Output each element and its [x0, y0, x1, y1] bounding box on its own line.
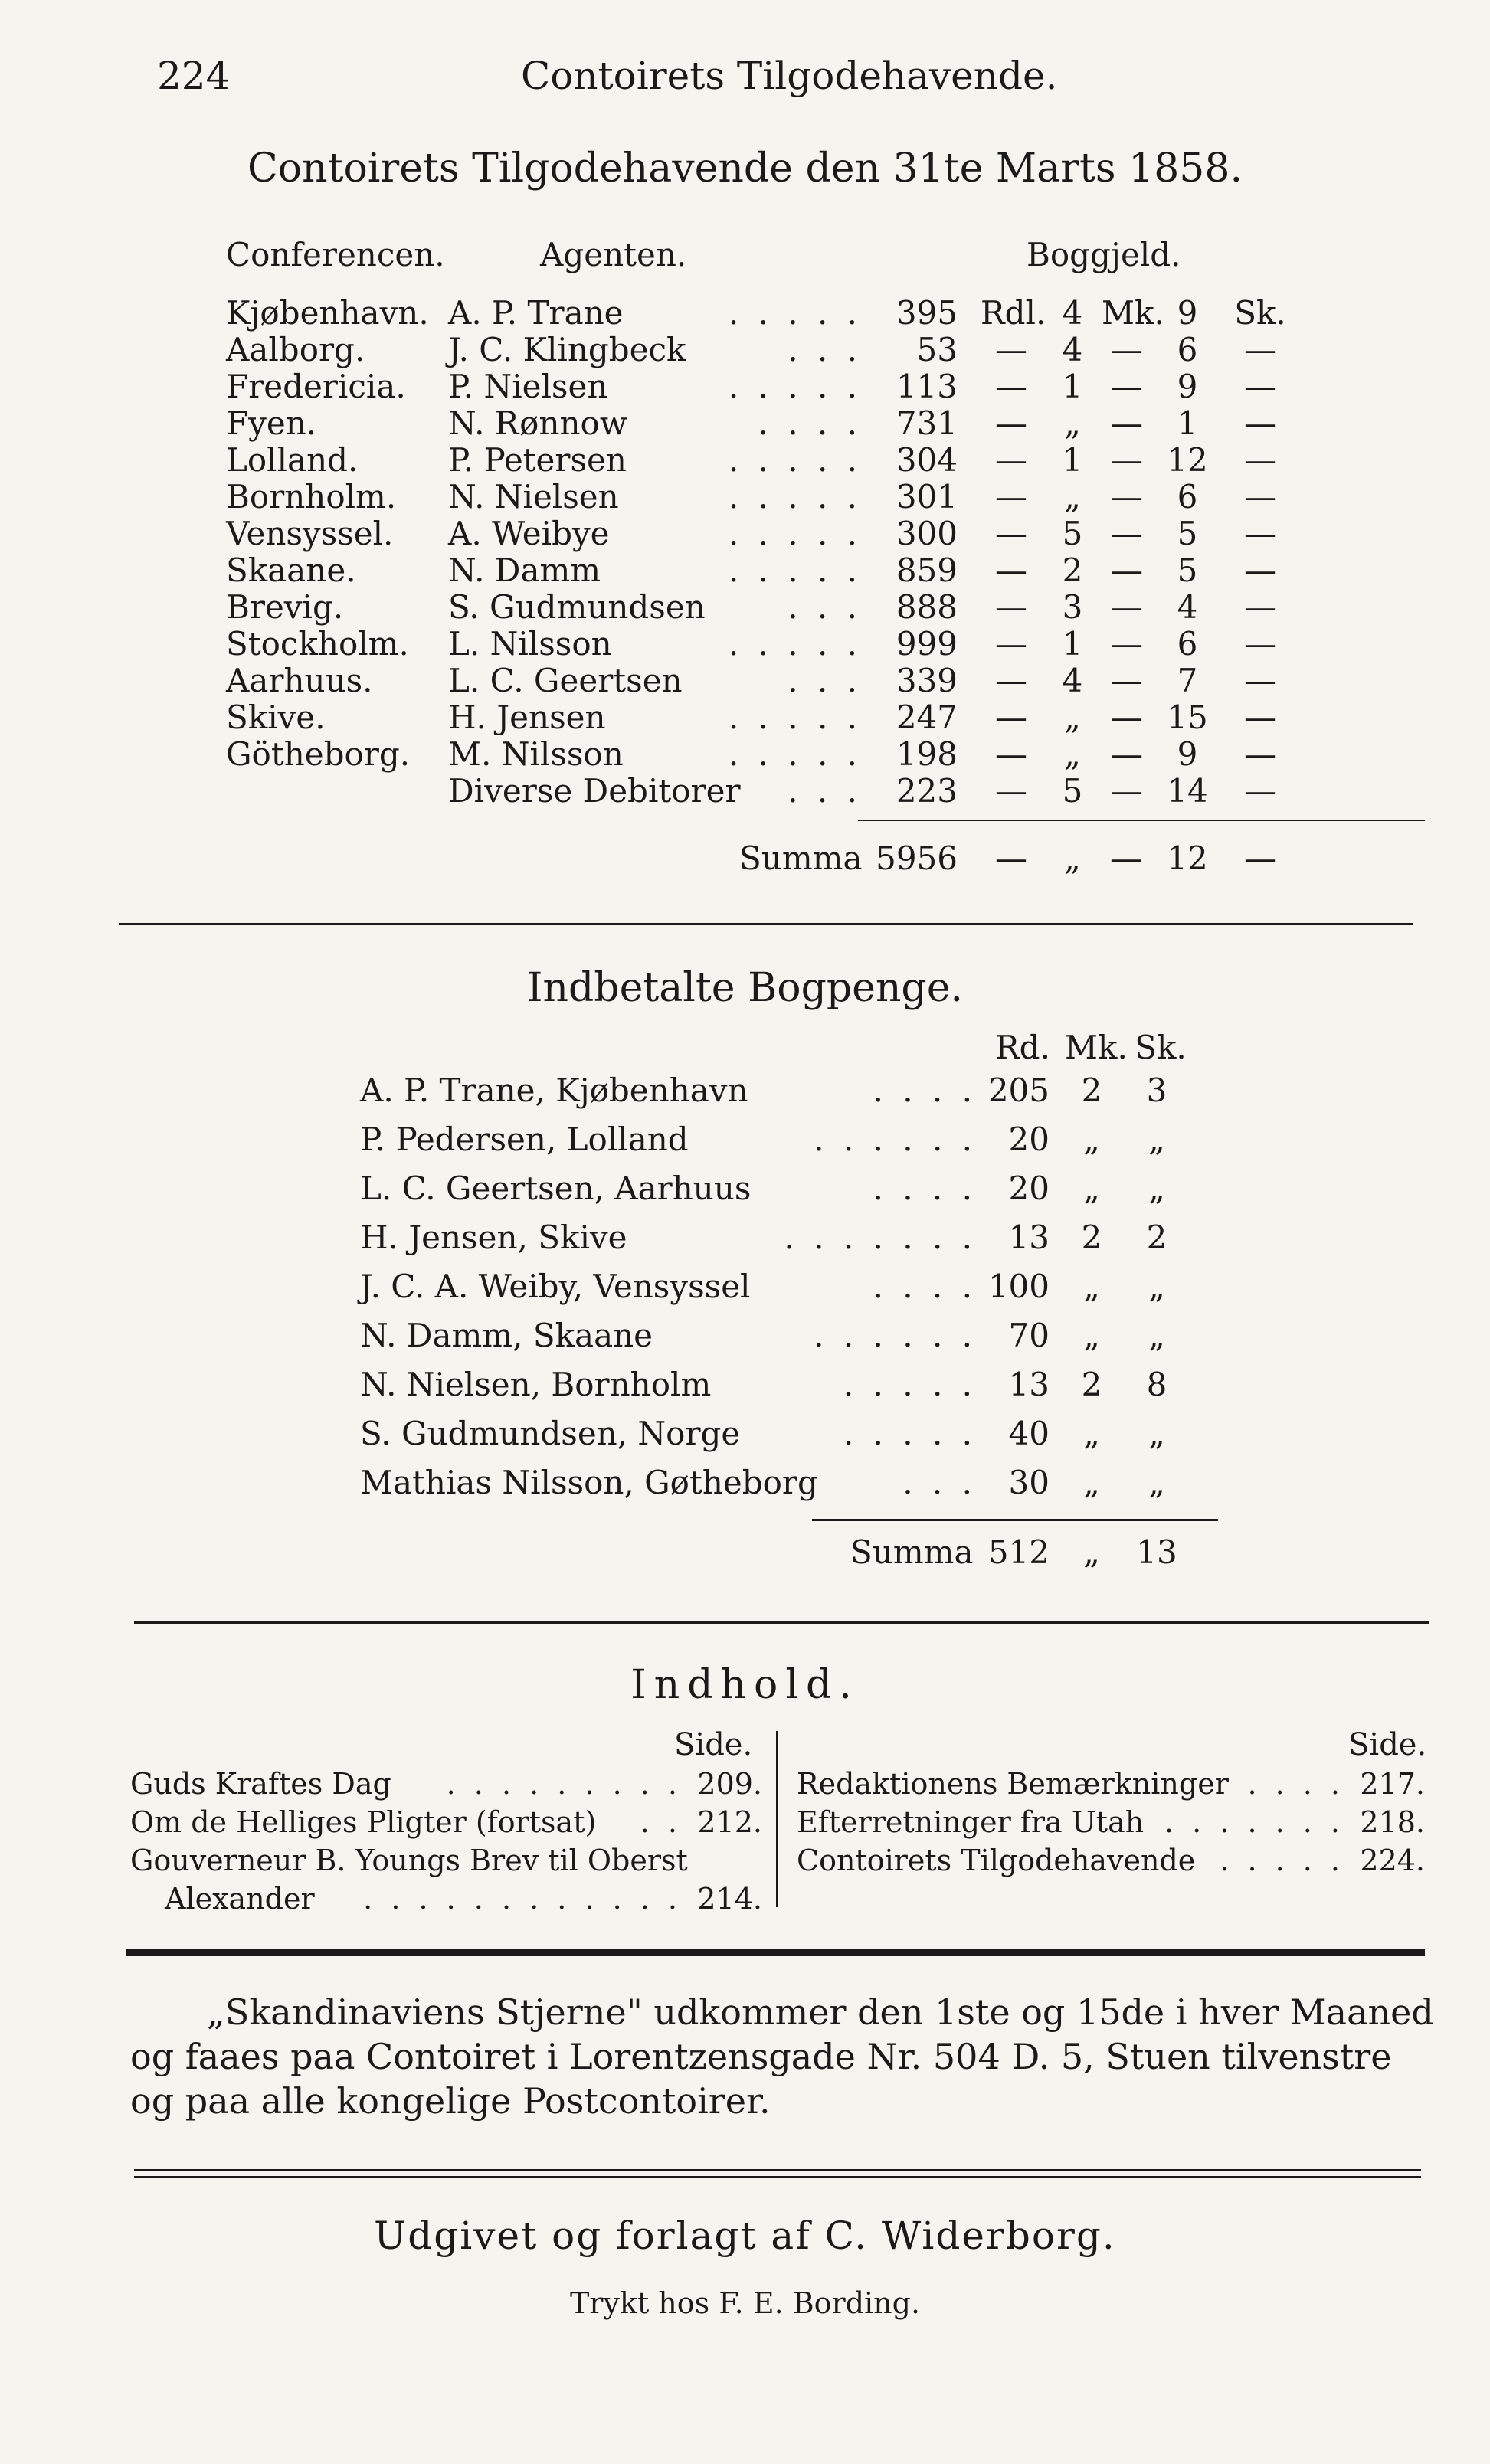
conference-name: Vensyssel.: [226, 515, 394, 552]
leader-dots: . . . . . .: [814, 1317, 977, 1354]
contents-side-label-left: Side.: [674, 1727, 753, 1762]
account-row: [0, 736, 1490, 773]
payment-rd: 100: [987, 1268, 1050, 1305]
payment-rd: 70: [1008, 1317, 1050, 1354]
contents-entry-page: 214.: [697, 1882, 762, 1916]
payment-sk: „: [1148, 1121, 1165, 1158]
payer-name: P. Pedersen, Lolland: [360, 1121, 689, 1158]
account-row: [0, 368, 1490, 405]
leader-dots: . . . . .: [728, 515, 862, 552]
payments-title: Indbetalte Bogpenge.: [526, 965, 964, 1011]
thick-rule: [126, 1949, 1425, 1956]
agent-name: L. C. Geertsen: [448, 662, 683, 699]
unit-rd: —: [995, 699, 1027, 736]
section-divider-2: [134, 1621, 1429, 1624]
unit-rd: —: [995, 404, 1027, 442]
conference-name: Fredericia.: [226, 368, 406, 405]
leader-dots: . . . . .: [728, 368, 862, 405]
col-debt-header: Boggjeld.: [1027, 236, 1181, 273]
contents-entry-title: Guds Kraftes Dag: [130, 1767, 391, 1801]
leader-dots: . . . .: [758, 404, 862, 442]
unit-sk: —: [1244, 368, 1276, 405]
agent-name: N. Nielsen: [448, 478, 619, 515]
amount-sk: 5: [1177, 515, 1198, 552]
amount-sk: 6: [1177, 331, 1198, 368]
account-row: [0, 626, 1490, 663]
unit-rd: —: [995, 772, 1027, 810]
amount-mk: 4: [1062, 662, 1083, 699]
payment-mk: „: [1083, 1317, 1100, 1354]
unit-mk: —: [1111, 735, 1143, 773]
leader-dots: . . .: [788, 662, 862, 699]
page-number: 224: [157, 54, 231, 98]
amount-mk: „: [1064, 735, 1081, 773]
leader-dots: . . . .: [873, 1072, 977, 1109]
amount-rd: 999: [896, 625, 958, 663]
payment-sk: 8: [1146, 1366, 1167, 1403]
unit-rd: —: [995, 588, 1027, 626]
total-mk: „: [1064, 839, 1081, 877]
amount-sk: 9: [1177, 368, 1198, 405]
leader-dots: . . .: [788, 588, 862, 626]
printer-line: Trykt hos F. E. Bording.: [569, 2286, 921, 2320]
payments-total-mk: „: [1083, 1533, 1100, 1571]
contents-entry: [0, 1880, 1490, 1917]
col-mk-header: Mk.: [1065, 1029, 1128, 1066]
unit-rd: —: [995, 331, 1027, 368]
total-sk: 12: [1167, 839, 1208, 877]
leader-dots: . . .: [902, 1464, 977, 1501]
contents-entry-page: 217.: [1360, 1767, 1425, 1801]
account-row: [0, 479, 1490, 515]
payment-mk: 2: [1081, 1366, 1102, 1403]
unit-mk: —: [1111, 368, 1143, 405]
amount-mk: 4: [1062, 331, 1083, 368]
unit-rd: —: [995, 625, 1027, 663]
unit-sk: —: [1244, 331, 1276, 368]
contents-entry-page: 209.: [697, 1767, 762, 1801]
amount-mk: 1: [1062, 441, 1083, 479]
amount-rd: 301: [896, 478, 958, 515]
amount-mk: 1: [1062, 368, 1083, 405]
conference-name: Aalborg.: [226, 331, 365, 368]
amount-sk: 14: [1167, 772, 1208, 810]
notice-line-2: og faaes paa Contoiret i Lorentzensgade Nr. 504 D. 5, Stuen tilvenstre: [130, 2036, 1392, 2077]
agent-name: A. Weibye: [448, 515, 610, 552]
account-row: [0, 332, 1490, 368]
unit-rd: —: [995, 441, 1027, 479]
leader-dots: . . . . . . . . .: [446, 1767, 682, 1801]
unit-sk: —: [1244, 588, 1276, 626]
total-rd: 5956: [876, 839, 958, 877]
amount-sk: 12: [1167, 441, 1208, 479]
leader-dots: . . . . .: [843, 1415, 977, 1452]
payment-row: [0, 1268, 1490, 1305]
payment-sk: 3: [1146, 1072, 1167, 1109]
unit-rd: —: [995, 735, 1027, 773]
leader-dots: . . . .: [873, 1268, 977, 1305]
payment-rd: 13: [1008, 1219, 1050, 1256]
payment-sk: „: [1148, 1317, 1165, 1354]
contents-entry-title: Gouverneur B. Youngs Brev til Oberst: [130, 1844, 688, 1877]
agent-name: S. Gudmundsen: [448, 588, 706, 626]
payer-name: A. P. Trane, Kjøbenhavn: [360, 1072, 748, 1109]
amount-rd: 859: [896, 551, 958, 589]
contents-entry: [0, 1765, 1490, 1802]
conference-name: Skive.: [226, 699, 326, 736]
agent-name: N. Rønnow: [448, 404, 627, 442]
unit-mk: —: [1111, 588, 1143, 626]
payment-rd: 20: [1008, 1121, 1050, 1158]
payment-sk: „: [1148, 1268, 1165, 1305]
payment-mk: „: [1083, 1268, 1100, 1305]
unit-sk: Sk.: [1234, 294, 1286, 332]
col-rd-header: Rd.: [995, 1029, 1050, 1066]
accounts-title: Contoirets Tilgodehavende den 31te Marts 1858.: [247, 146, 1243, 191]
amount-sk: 4: [1177, 588, 1198, 626]
payment-row: [0, 1464, 1490, 1501]
amount-rd: 300: [896, 515, 958, 552]
unit-mk: Mk.: [1102, 294, 1164, 332]
payer-name: N. Damm, Skaane: [360, 1317, 653, 1354]
amount-sk: 6: [1177, 625, 1198, 663]
amount-mk: 3: [1062, 588, 1083, 626]
account-row: [0, 663, 1490, 699]
contents-entry-title: Redaktionens Bemærkninger: [797, 1767, 1229, 1801]
unit-mk: —: [1111, 699, 1143, 736]
conference-name: Lolland.: [226, 441, 359, 479]
payment-sk: 2: [1146, 1219, 1167, 1256]
unit-sk: —: [1244, 735, 1276, 773]
amount-rd: 247: [896, 699, 958, 736]
conference-name: Kjøbenhavn.: [226, 294, 429, 332]
payments-total-label: Summa: [850, 1533, 974, 1571]
leader-dots: . . .: [788, 331, 862, 368]
payment-row: [0, 1072, 1490, 1109]
amount-rd: 304: [896, 441, 958, 479]
payment-sk: „: [1148, 1170, 1165, 1207]
amount-sk: 15: [1167, 699, 1208, 736]
agent-name: J. C. Klingbeck: [448, 331, 686, 368]
unit-mk: —: [1111, 551, 1143, 589]
notice-line-1: „Skandinaviens Stjerne" udkommer den 1ste og 15de i hver Maaned: [207, 1991, 1434, 2033]
account-row: [0, 699, 1490, 736]
payer-name: L. C. Geertsen, Aarhuus: [360, 1170, 752, 1207]
contents-entry-page: 218.: [1360, 1805, 1425, 1839]
double-rule-top: [134, 2169, 1421, 2171]
account-row: [0, 405, 1490, 442]
unit-mk: —: [1111, 404, 1143, 442]
accounts-total-rule: [858, 820, 1425, 821]
payment-mk: „: [1083, 1464, 1100, 1501]
unit-mk: —: [1111, 441, 1143, 479]
payment-mk: 2: [1081, 1219, 1102, 1256]
payment-row: [0, 1219, 1490, 1256]
amount-mk: 2: [1062, 551, 1083, 589]
unit-rd: —: [995, 551, 1027, 589]
publisher-line: Udgivet og forlagt af C. Widerborg.: [374, 2214, 1116, 2258]
conference-name: Brevig.: [226, 588, 344, 626]
contents-entry-title: Alexander: [165, 1882, 315, 1916]
payment-mk: „: [1083, 1415, 1100, 1452]
amount-sk: 7: [1177, 662, 1198, 699]
payment-row: [0, 1317, 1490, 1354]
unit-sk: —: [1244, 515, 1276, 552]
section-divider-1: [119, 923, 1413, 925]
leader-dots: . . . . .: [1220, 1844, 1344, 1877]
payer-name: N. Nielsen, Bornholm: [360, 1366, 712, 1403]
payment-sk: „: [1148, 1464, 1165, 1501]
accounts-total-row: [0, 840, 1490, 877]
contents-entry-title: Contoirets Tilgodehavende: [797, 1844, 1196, 1877]
leader-dots: . . . . . . .: [1164, 1805, 1344, 1839]
leader-dots: . . . . .: [728, 735, 862, 773]
payment-rd: 205: [987, 1072, 1050, 1109]
payment-mk: 2: [1081, 1072, 1102, 1109]
contents-entry-page: 212.: [697, 1805, 762, 1839]
agent-name: P. Nielsen: [448, 368, 608, 405]
amount-mk: 1: [1062, 625, 1083, 663]
account-row: [0, 552, 1490, 589]
amount-sk: 9: [1177, 735, 1198, 773]
unit-rd: —: [995, 662, 1027, 699]
leader-dots: . . . . . . . . . . . .: [363, 1882, 682, 1916]
payments-total-row: [0, 1534, 1490, 1571]
payment-mk: „: [1083, 1170, 1100, 1207]
unit-sk: —: [1244, 551, 1276, 589]
account-row: [0, 442, 1490, 479]
agent-name: Diverse Debitorer: [448, 772, 741, 810]
contents-title: Indhold.: [630, 1662, 860, 1708]
leader-dots: . . . . .: [728, 699, 862, 736]
leader-dots: . . . . .: [728, 478, 862, 515]
payments-total-rule: [812, 1519, 1218, 1521]
payer-name: S. Gudmundsen, Norge: [360, 1415, 741, 1452]
contents-entry-title: Om de Helliges Pligter (fortsat): [130, 1805, 597, 1839]
payment-rd: 40: [1008, 1415, 1050, 1452]
payments-total-rd: 512: [987, 1533, 1050, 1571]
unit-mk: —: [1111, 515, 1143, 552]
payer-name: H. Jensen, Skive: [360, 1219, 627, 1256]
leader-dots: . . . . . . .: [784, 1219, 977, 1256]
unit-rd: Rdl.: [981, 294, 1046, 332]
amount-sk: 6: [1177, 478, 1198, 515]
account-row: [0, 295, 1490, 332]
amount-rd: 888: [896, 588, 958, 626]
amount-mk: „: [1064, 404, 1081, 442]
payments-total-sk: 13: [1136, 1533, 1177, 1571]
agent-name: N. Damm: [448, 551, 601, 589]
amount-rd: 339: [896, 662, 958, 699]
account-row: [0, 773, 1490, 810]
unit-sk: —: [1244, 404, 1276, 442]
leader-dots: . . .: [788, 772, 862, 810]
contents-entry: [0, 1804, 1490, 1841]
agent-name: H. Jensen: [448, 699, 606, 736]
agent-name: M. Nilsson: [448, 735, 624, 773]
contents-side-label-right: Side.: [1348, 1727, 1427, 1762]
unit-mk: —: [1111, 662, 1143, 699]
col-conference-header: Conferencen.: [226, 236, 445, 273]
payment-row: [0, 1170, 1490, 1207]
unit-sk: —: [1244, 441, 1276, 479]
conference-name: Fyen.: [226, 404, 317, 442]
conference-name: Skaane.: [226, 551, 356, 589]
amount-rd: 113: [896, 368, 958, 405]
unit-mk: —: [1111, 331, 1143, 368]
payer-name: Mathias Nilsson, Gøtheborg: [360, 1464, 818, 1501]
total-rd-unit: —: [995, 839, 1027, 877]
payment-rd: 30: [1008, 1464, 1050, 1501]
amount-rd: 223: [896, 772, 958, 810]
amount-mk: 5: [1062, 772, 1083, 810]
payment-mk: „: [1083, 1121, 1100, 1158]
unit-sk: —: [1244, 699, 1276, 736]
amount-rd: 395: [896, 294, 958, 332]
conference-name: Bornholm.: [226, 478, 397, 515]
payment-row: [0, 1415, 1490, 1452]
contents-entry: [0, 1842, 1490, 1879]
unit-rd: —: [995, 368, 1027, 405]
leader-dots: . . . . .: [728, 441, 862, 479]
leader-dots: . .: [640, 1805, 682, 1839]
running-title: Contoirets Tilgodehavende.: [521, 54, 1058, 98]
account-row: [0, 589, 1490, 626]
contents-entry-page: 224.: [1360, 1844, 1425, 1877]
agent-name: A. P. Trane: [448, 294, 624, 332]
leader-dots: . . . . .: [843, 1366, 977, 1403]
unit-sk: —: [1244, 478, 1276, 515]
leader-dots: . . . . .: [728, 625, 862, 663]
total-mk-unit: —: [1110, 839, 1142, 877]
amount-sk: 9: [1177, 294, 1198, 332]
unit-sk: —: [1244, 772, 1276, 810]
payer-name: J. C. A. Weiby, Vensyssel: [360, 1268, 751, 1305]
amount-sk: 5: [1177, 551, 1198, 589]
amount-mk: 5: [1062, 515, 1083, 552]
unit-sk: —: [1244, 662, 1276, 699]
leader-dots: . . . . .: [728, 294, 862, 332]
payment-rd: 13: [1008, 1366, 1050, 1403]
col-agent-header: Agenten.: [540, 236, 687, 273]
unit-rd: —: [995, 478, 1027, 515]
unit-rd: —: [995, 515, 1027, 552]
leader-dots: . . . . . .: [814, 1121, 977, 1158]
amount-rd: 731: [896, 404, 958, 442]
unit-mk: —: [1111, 625, 1143, 663]
agent-name: L. Nilsson: [448, 625, 612, 663]
double-rule-bottom: [134, 2176, 1421, 2178]
amount-mk: „: [1064, 699, 1081, 736]
unit-mk: —: [1111, 478, 1143, 515]
total-label: Summa: [739, 839, 863, 877]
unit-mk: —: [1111, 772, 1143, 810]
conference-name: Götheborg.: [226, 735, 411, 773]
payment-rd: 20: [1008, 1170, 1050, 1207]
total-sk-unit: —: [1244, 839, 1276, 877]
amount-mk: 4: [1062, 294, 1083, 332]
leader-dots: . . . .: [873, 1170, 977, 1207]
conference-name: Aarhuus.: [226, 662, 373, 699]
amount-mk: „: [1064, 478, 1081, 515]
leader-dots: . . . . .: [728, 551, 862, 589]
contents-entry-title: Efterretninger fra Utah: [797, 1805, 1145, 1839]
payment-sk: „: [1148, 1415, 1165, 1452]
unit-sk: —: [1244, 625, 1276, 663]
amount-sk: 1: [1177, 404, 1198, 442]
conference-name: Stockholm.: [226, 625, 409, 663]
account-row: [0, 515, 1490, 552]
amount-rd: 198: [896, 735, 958, 773]
amount-rd: 53: [916, 331, 958, 368]
col-sk-header: Sk.: [1135, 1029, 1187, 1066]
notice-line-3: og paa alle kongelige Postcontoirer.: [130, 2080, 771, 2122]
agent-name: P. Petersen: [448, 441, 627, 479]
payment-row: [0, 1121, 1490, 1158]
payment-row: [0, 1366, 1490, 1403]
leader-dots: . . . .: [1247, 1767, 1344, 1801]
